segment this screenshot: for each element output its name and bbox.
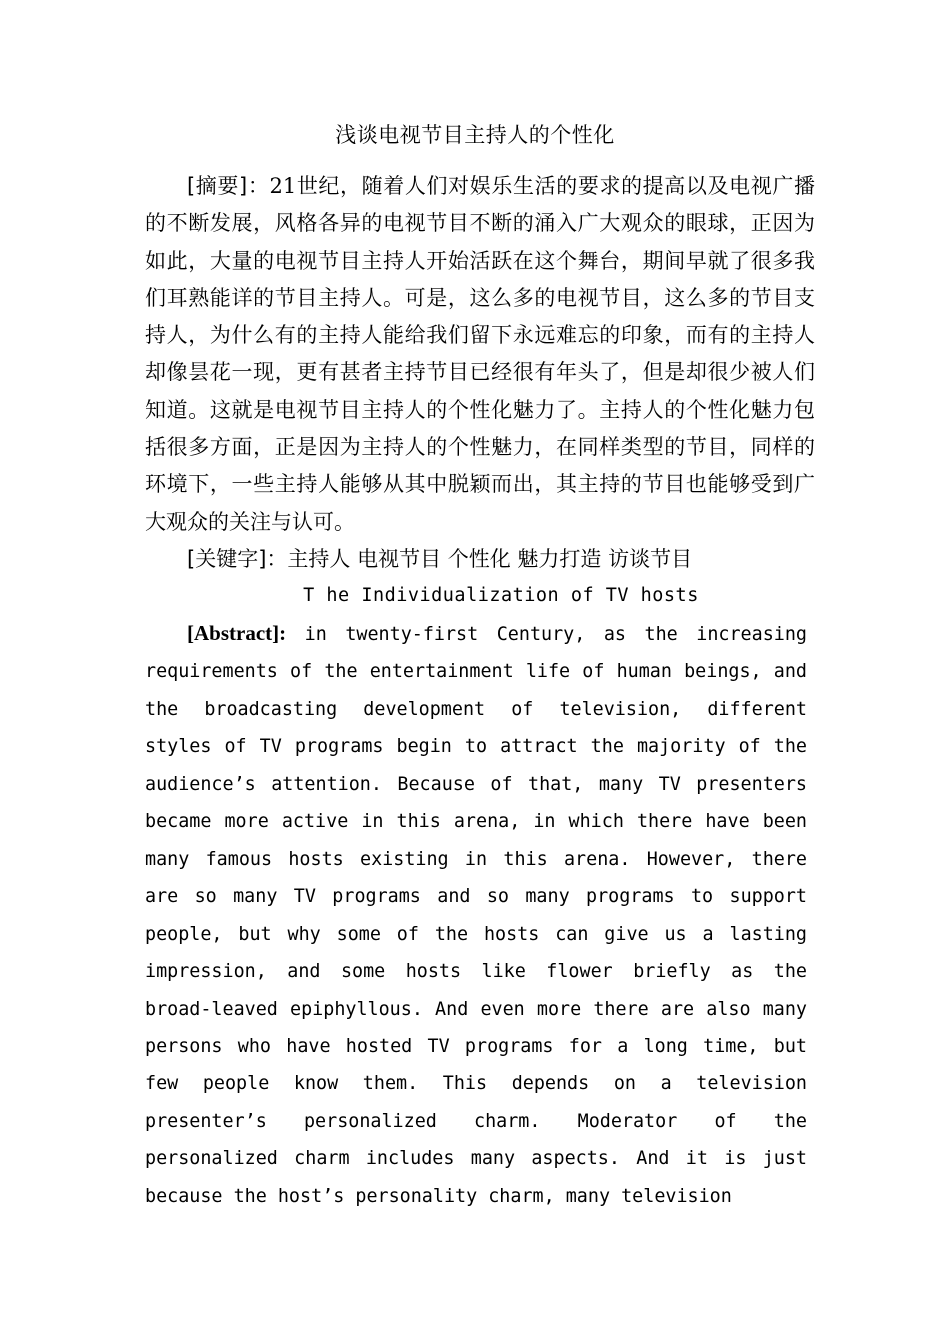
english-abstract-text: in twenty-first Century, as the increasing requirements of the entertainment life of human beings, and the broadcasting development of television, different styles of TV programs begin to attract the majority of the audience’s attention. Because of that, many TV presenters became more active in this arena, in which there have been many famous hosts existing in this arena. However, there are so many TV programs and so many programs to support people, but why some of the hosts can give us a lasting impression, and some hosts like flower briefly as the broad-leaved epiphyllous. And even more there are also many persons who have hosted TV programs for a long time, but few people know them. This depends on a television presenter’s personalized charm. Moderator of the personalized charm includes many aspects. And it is just because the host’s personality charm, many television — [145, 624, 807, 1207]
english-abstract — [145, 615, 807, 1215]
english-title: T he Individualization of TV hosts — [303, 585, 699, 606]
chinese-abstract-label: [摘要] — [187, 174, 248, 198]
chinese-title: 浅谈电视节目主持人的个性化 — [335, 123, 615, 147]
chinese-abstract — [145, 168, 815, 541]
chinese-keywords-label: [关键字] — [187, 547, 267, 571]
chinese-abstract-text: ：21世纪，随着人们对娱乐生活的要求的提高以及电视广播的不断发展，风格各异的电视节目不断的涌入广大观众的眼球，正因为如此，大量的电视节目主持人开始活跃在这个舞台，期间早就了很多我们耳熟能详的节目主持人。可是，这么多的电视节目，这么多的节目支持人，为什么有的主持人能给我们留下永远难忘的印象，而有的主持人却像昙花一现，更有甚者主持节目已经很有年头了，但是却很少被人们知道。这就是电视节目主持人的个性化魅力了。主持人的个性化魅力包括很多方面，正是因为主持人的个性魅力，在同样类型的节目，同样的环境下，一些主持人能够从其中脱颖而出，其主持的节目也能够受到广大观众的关注与认可。 — [145, 174, 815, 534]
chinese-keywords-text: ：主持人 电视节目 个性化 魅力打造 访谈节目 — [266, 547, 693, 571]
english-abstract-label: [Abstract]: — [187, 621, 287, 645]
chinese-keywords — [187, 541, 817, 578]
